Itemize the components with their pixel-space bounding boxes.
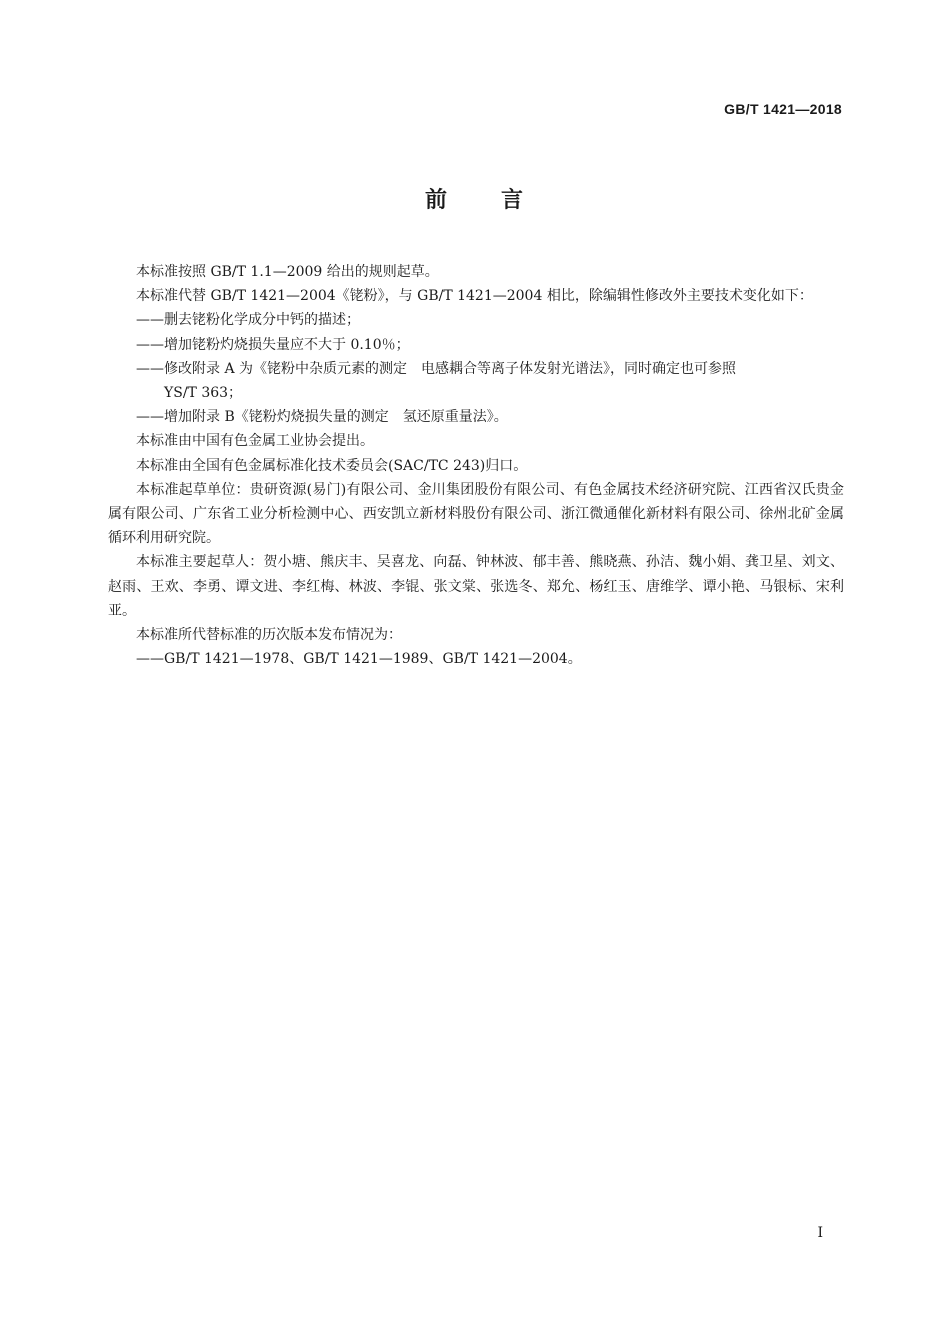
list-item-previous-versions: ——GB/T 1421—1978、GB/T 1421—1989、GB/T 1421—2004。 bbox=[136, 651, 582, 668]
paragraph-history: 本标准所代替标准的历次版本发布情况为： bbox=[136, 627, 402, 644]
page-title bbox=[0, 183, 950, 214]
title-char-2: 言 bbox=[501, 188, 526, 213]
paragraph-drafters: 本标准主要起草人：贺小塘、熊庆丰、吴喜龙、向磊、钟林波、郁丰善、熊晓燕、孙洁、魏小娟、龚卫星、刘文、赵雨、王欢、李勇、谭文进、李红梅、林波、李锟、张文棠、张选冬、郑允、杨红玉、唐维学、谭小艳、马银标、宋利亚。 bbox=[108, 554, 844, 619]
paragraph-proposer: 本标准由中国有色金属工业协会提出。 bbox=[136, 433, 374, 450]
list-item-change-3 bbox=[108, 357, 844, 405]
title-char-1: 前 bbox=[424, 188, 449, 213]
list-item-change-4: ——增加附录 B《铑粉灼烧损失量的测定 氢还原重量法》。 bbox=[136, 409, 508, 426]
paragraph-replacement: 本标准代替 GB/T 1421—2004《铑粉》，与 GB/T 1421—2004 相比，除编辑性修改外主要技术变化如下： bbox=[136, 288, 813, 305]
list-item-change-3-line-1: ——修改附录 A 为《铑粉中杂质元素的测定 电感耦合等离子体发射光谱法》，同时确定也可参照 bbox=[136, 360, 737, 377]
paragraph-committee: 本标准由全国有色金属标准化技术委员会(SAC/TC 243)归口。 bbox=[136, 457, 528, 474]
list-item-change-2: ——增加铑粉灼烧损失量应不大于 0.10％； bbox=[136, 336, 410, 353]
standard-code: GB/T 1421—2018 bbox=[724, 101, 842, 117]
list-item-change-3-line-2: YS/T 363； bbox=[164, 385, 243, 402]
list-item-change-1: ——删去铑粉化学成分中钙的描述； bbox=[136, 312, 360, 329]
paragraph-drafting-rules: 本标准按照 GB/T 1.1—2009 给出的规则起草。 bbox=[136, 264, 439, 280]
paragraph-drafting-units: 本标准起草单位：贵研资源(易门)有限公司、金川集团股份有限公司、有色金属技术经济研究院、江西省汉氏贵金属有限公司、广东省工业分析检测中心、西安凯立新材料股份有限公司、浙江微通催化新材料有限公司、徐州北矿金属循环利用研究院。 bbox=[108, 481, 844, 547]
page-number: I bbox=[817, 1225, 823, 1241]
foreword-body bbox=[108, 260, 844, 671]
